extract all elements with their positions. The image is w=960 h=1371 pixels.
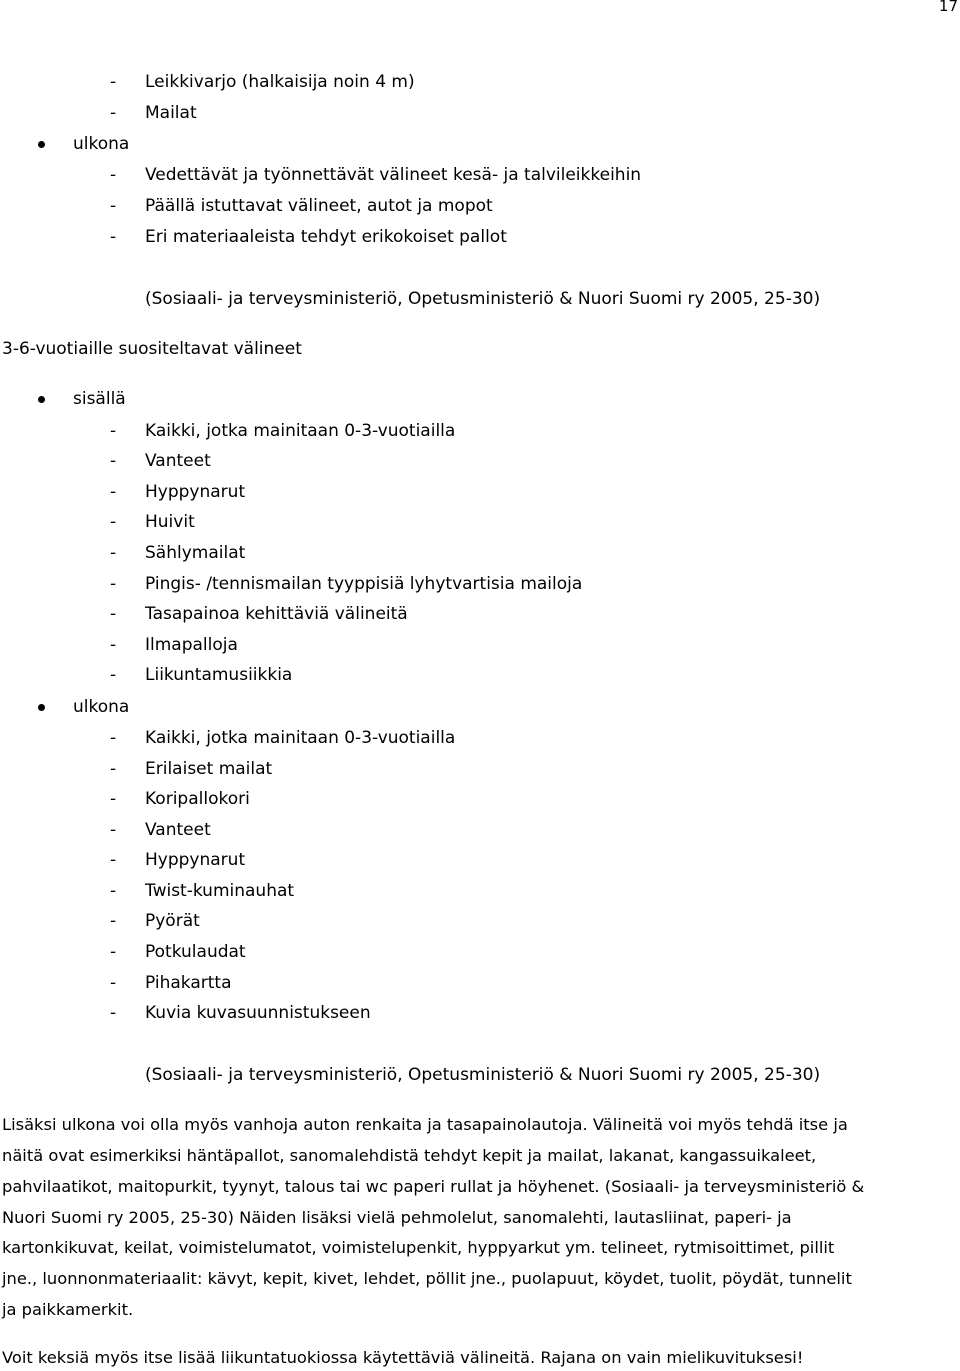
dash-marker: -	[110, 543, 117, 563]
paragraph-line: pahvilaatikot, maitopurkit, tyynyt, talous tai wc paperi rullat ja höyhenet. (Sosiaali- ja terveysministeriö &	[2, 1177, 865, 1196]
section-heading: 3-6-vuotiaille suositeltavat välineet	[2, 339, 302, 359]
list-item: Pingis- /tennismailan tyyppisiä lyhytvartisia mailoja	[145, 574, 583, 594]
dash-marker: -	[110, 881, 117, 901]
dash-marker: -	[110, 1003, 117, 1023]
list-item: Twist-kuminauhat	[145, 881, 295, 901]
paragraph-line: Lisäksi ulkona voi olla myös vanhoja auton renkaita ja tasapainolautoja. Välineitä voi myös tehdä itse ja	[2, 1115, 848, 1134]
dash-marker: -	[110, 482, 117, 502]
list-item: Vanteet	[145, 451, 211, 471]
dash-marker: -	[110, 72, 117, 92]
dash-marker: -	[110, 451, 117, 471]
list-item: Potkulaudat	[145, 942, 246, 962]
paragraph-line: näitä ovat esimerkiksi häntäpallot, sanomalehdistä tehdyt kepit ja mailat, lakanat, kangassuikaleet,	[2, 1146, 817, 1165]
list-item: Sählymailat	[145, 543, 246, 563]
list-item: Eri materiaaleista tehdyt erikokoiset pallot	[145, 227, 507, 247]
paragraph-line: Nuori Suomi ry 2005, 25-30) Näiden lisäksi vielä pehmolelut, sanomalehti, lautasliinat, paperi- ja	[2, 1208, 792, 1227]
dash-marker: -	[110, 759, 117, 779]
dash-marker: -	[110, 911, 117, 931]
dash-marker: -	[110, 512, 117, 532]
bullet-icon	[38, 704, 45, 711]
bullet-icon	[38, 141, 45, 148]
dash-marker: -	[110, 973, 117, 993]
dash-marker: -	[110, 850, 117, 870]
indoor-label: sisällä	[73, 389, 126, 409]
list-item: Huivit	[145, 512, 195, 532]
citation: (Sosiaali- ja terveysministeriö, Opetusministeriö & Nuori Suomi ry 2005, 25-30)	[145, 289, 821, 309]
list-item: Pihakartta	[145, 973, 232, 993]
dash-marker: -	[110, 421, 117, 441]
list-item: Erilaiset mailat	[145, 759, 273, 779]
dash-marker: -	[110, 227, 117, 247]
dash-marker: -	[110, 665, 117, 685]
closing-line: Voit keksiä myös itse lisää liikuntatuokiossa käytettäviä välineitä. Rajana on vain mielikuvituksesi!	[2, 1348, 804, 1367]
list-item: Kuvia kuvasuunnistukseen	[145, 1003, 371, 1023]
list-item: Mailat	[145, 103, 197, 123]
list-item: Leikkivarjo (halkaisija noin 4 m)	[145, 72, 415, 92]
list-item: Pyörät	[145, 911, 200, 931]
dash-marker: -	[110, 942, 117, 962]
list-item: Liikuntamusiikkia	[145, 665, 293, 685]
list-item: Kaikki, jotka mainitaan 0-3-vuotiailla	[145, 421, 456, 441]
list-item: Hyppynarut	[145, 850, 246, 870]
dash-marker: -	[110, 574, 117, 594]
dash-marker: -	[110, 165, 117, 185]
dash-marker: -	[110, 789, 117, 809]
paragraph-line: jne., luonnonmateriaalit: kävyt, kepit, kivet, lehdet, pöllit jne., puolapuut, köydet, tuolit, pöydät, tunnelit	[2, 1269, 852, 1288]
list-item: Ilmapalloja	[145, 635, 238, 655]
list-item: Koripallokori	[145, 789, 250, 809]
outdoor-label: ulkona	[73, 697, 130, 717]
dash-marker: -	[110, 728, 117, 748]
bullet-icon	[38, 396, 45, 403]
citation: (Sosiaali- ja terveysministeriö, Opetusministeriö & Nuori Suomi ry 2005, 25-30)	[145, 1065, 821, 1085]
page-number: 17	[938, 0, 958, 15]
dash-marker: -	[110, 103, 117, 123]
list-item: Päällä istuttavat välineet, autot ja mopot	[145, 196, 493, 216]
outdoor-label: ulkona	[73, 134, 130, 154]
dash-marker: -	[110, 196, 117, 216]
list-item: Kaikki, jotka mainitaan 0-3-vuotiailla	[145, 728, 456, 748]
list-item: Tasapainoa kehittäviä välineitä	[145, 604, 408, 624]
paragraph-line: kartonkikuvat, keilat, voimistelumatot, voimistelupenkit, hyppyarkut ym. telineet, rytmisoittimet, pillit	[2, 1238, 835, 1257]
paragraph-line: ja paikkamerkit.	[2, 1300, 134, 1319]
dash-marker: -	[110, 820, 117, 840]
dash-marker: -	[110, 604, 117, 624]
list-item: Hyppynarut	[145, 482, 246, 502]
list-item: Vedettävät ja työnnettävät välineet kesä- ja talvileikkeihin	[145, 165, 642, 185]
list-item: Vanteet	[145, 820, 211, 840]
dash-marker: -	[110, 635, 117, 655]
